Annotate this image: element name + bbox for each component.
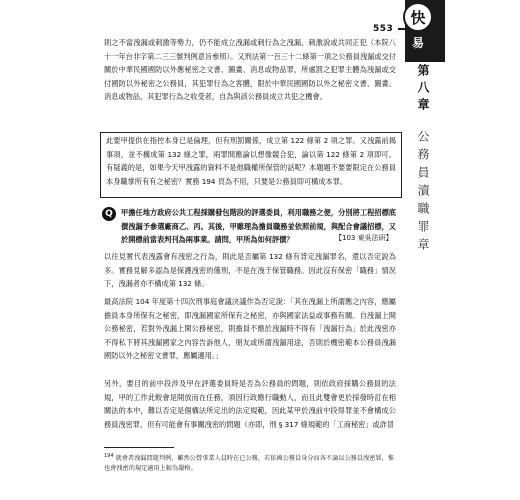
footnote-rule [104, 447, 174, 448]
paragraph-1: 則之不當洩漏或刺激等勢力，仍不能成立洩漏或刺行為之洩漏，刺激說或共同正犯（本院八十一年台非字第二三三號判例意旨參照）。又刑法第一百三十二條第一項之公務員洩漏或交付關於中華民國國防以外應秘密之文書、圖畫、消息或物品罪，所處罰之犯罪主體為洩漏或交付國防以外秘密之公務員，其犯罪行為之客體，限於中華民國國防以外之秘密文書、圖畫、消息或物品，其犯罪行為之收受者，自為與該公務員成立共犯之機會。 [104, 38, 396, 101]
paragraph-4: 最高法院 104 年度第十四次刑事庭會議決議作為否定說：「其在洩漏上所謂應之內容，應屬擔員本身所保有之秘密，即洩漏國家所保有之秘密，亦與國家法益或事務有關。自洩漏上開公務秘密，若對外洩漏上開公務秘密，則擔員不應於洩漏時不得有「洩漏行為」於此洩密亦不得私下將其洩漏國家之內容告訴他人，朋友或所謂洩漏用途，否則於機密範本公務員洩漏國防以外之秘密文書罪，應屬適用。」 [104, 297, 396, 360]
side-chapter-title: 公務員瀆職罪章 [416, 130, 430, 256]
paragraph-5: 另外，要目的前中段涉及甲在評選委員時是否為公務員的問題，則依政府採購公務員的法規，甲的工作此較會是開放而在任務，須因行政應行職動人，而且此雙會更於採發時訂在相關法的本中，難以否定是個構法所定出的法定規範，因此某甲於洩前中段得罪並不會構成公務員洩密罪，但有可能會有事關洩密的問題（亦即，刑 § 317 條規範的「工商秘密」或詐冒 [104, 379, 396, 429]
footnote-text: 就會者洩漏問題判例，雖然公營事業人員時在已公務，若依國公務員身分而各不論以公務員洩密罪，惟也會洩密的規定適用上較為嚴格。 [104, 455, 394, 473]
footnote [104, 451, 396, 474]
side-chapter-label: 第八章 [416, 64, 430, 115]
question-icon: Q [102, 207, 116, 221]
page-number: 553 [373, 24, 394, 34]
footnote-mark: 194 [104, 453, 114, 459]
paragraph-boxed: 此要甲提供在指控本身已是倫理，但有刑罰關係，成立第 122 條第 2 項之罪。又洩露前揭事項，並不構成第 132 條之罪，兩罪間應論以想像競合犯，論以第 122 條第 2 項即可。有疑義的是，如果今天甲洩露的資料不是他職權所保管的話呢？本題題不要要限定在公務員本身職掌所有有之秘密？實務 194 頁為不用，只要是公務員即可構成本罪。 [106, 136, 396, 186]
chapter-tab-sub: 易 [412, 36, 425, 50]
paragraph-3: 以往見實代表洩露會有洩密之行為，則此是否屬第 132 條有背定洩漏罪名，還以否定說為多。實務見解多認為是保護洩密的僅刑，不是在洩于保管職務。因此沒有保密「職務」情況下，洩漏者亦不構成第 132 條。 [104, 252, 396, 288]
question-source: 【103 東吳法研】 [335, 234, 393, 242]
chapter-tab-char: 快 [403, 2, 433, 32]
question-text: 甲擔任地方政府公共工程採購發包階段的評選委員，利用職務之便，分別將工程招標底價洩漏予參選廠商乙、丙。其後，甲雖理為擔員職務並依照前規，與配合會議招標，又於開標前當表判刊為兩事業。請問，甲所為如何評價？ [121, 208, 396, 244]
